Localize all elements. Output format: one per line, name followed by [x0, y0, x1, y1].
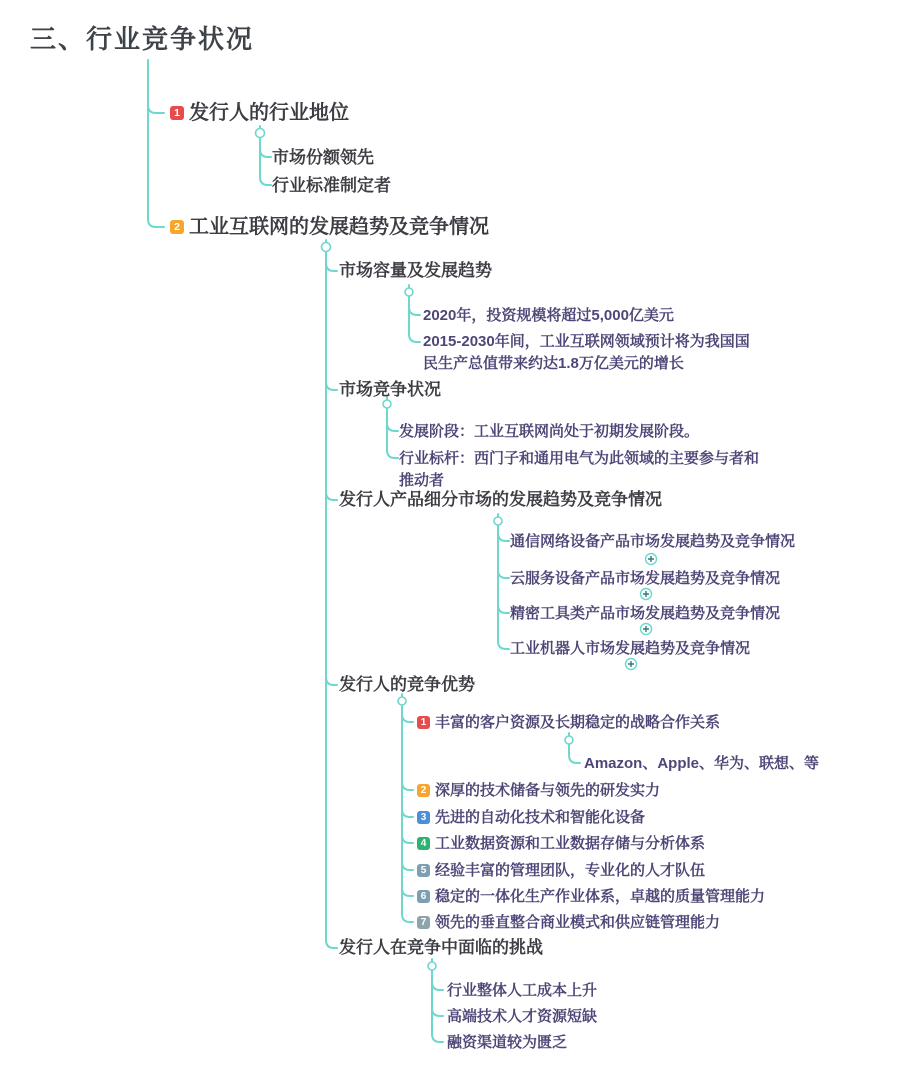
subtopic-product-segments[interactable]: 发行人产品细分市场的发展趋势及竞争情况 [339, 490, 662, 509]
subtopic-market-competition[interactable]: 市场竞争状况 [339, 380, 441, 399]
leaf-advantage-6[interactable] [417, 887, 765, 906]
topic-label: 发行人的行业地位 [189, 102, 349, 124]
subtopic-market-share[interactable]: 市场份额领先 [272, 148, 374, 167]
leaf-precision-tools[interactable]: 精密工具类产品市场发展趋势及竞争情况 [510, 605, 781, 622]
root-topic[interactable] [30, 19, 254, 56]
priority-1-badge: 1 [170, 106, 184, 120]
leaf-label: 先进的自动化技术和智能化设备 [435, 809, 646, 826]
priority-3-badge: 3 [417, 811, 430, 824]
leaf-key-customers[interactable]: Amazon、Apple、华为、联想、等 [584, 755, 820, 772]
root-topic-label: 三、行业竞争状况 [30, 24, 255, 54]
leaf-2020-investment[interactable]: 2020年，投资规模将超过5,000亿美元 [423, 307, 674, 324]
collapse-handle-icon[interactable] [322, 243, 331, 252]
collapse-handle-icon[interactable] [256, 129, 265, 138]
collapse-handle-icon[interactable] [383, 400, 391, 408]
leaf-label: 深厚的技术储备与领先的研发实力 [435, 782, 661, 799]
priority-5-badge: 5 [417, 864, 430, 877]
leaf-advantage-2[interactable] [417, 781, 660, 800]
leaf-challenge-talent-shortage[interactable]: 高端技术人才资源短缺 [447, 1008, 598, 1025]
collapse-handle-icon[interactable] [565, 736, 573, 744]
subtopic-competitive-advantages[interactable]: 发行人的竞争优势 [339, 675, 475, 694]
leaf-2015-2030-growth[interactable]: 2015-2030年间，工业互联网领域预计将为我国国民生产总值带来约达1.8万亿美元的增长 [423, 333, 750, 372]
leaf-advantage-5[interactable] [417, 861, 705, 880]
priority-6-badge: 6 [417, 890, 430, 903]
expand-icon[interactable] [641, 624, 652, 635]
leaf-cloud-equipment[interactable]: 云服务设备产品市场发展趋势及竞争情况 [510, 570, 781, 587]
leaf-advantage-1[interactable] [417, 713, 720, 732]
collapse-handle-icon[interactable] [494, 517, 502, 525]
leaf-advantage-7[interactable] [417, 913, 720, 932]
collapse-handle-icon[interactable] [398, 697, 406, 705]
leaf-label: 丰富的客户资源及长期稳定的战略合作关系 [435, 714, 721, 731]
topic-industrial-internet[interactable] [170, 215, 489, 239]
leaf-label: 经验丰富的管理团队，专业化的人才队伍 [435, 862, 706, 879]
leaf-industrial-robots[interactable]: 工业机器人市场发展趋势及竞争情况 [510, 640, 751, 657]
topic-issuer-industry-position[interactable] [170, 101, 349, 125]
priority-2-badge: 2 [170, 220, 184, 234]
leaf-advantage-4[interactable] [417, 834, 705, 853]
topic-label: 工业互联网的发展趋势及竞争情况 [189, 216, 489, 238]
leaf-label: 工业数据资源和工业数据存储与分析体系 [435, 835, 706, 852]
expand-icon[interactable] [626, 659, 637, 670]
collapse-handle-icon[interactable] [428, 962, 436, 970]
subtopic-standard-setter[interactable]: 行业标准制定者 [272, 176, 391, 195]
leaf-challenge-labor-cost[interactable]: 行业整体人工成本上升 [447, 982, 598, 999]
leaf-development-stage[interactable]: 发展阶段：工业互联网尚处于初期发展阶段。 [399, 423, 700, 440]
subtopic-market-capacity[interactable]: 市场容量及发展趋势 [339, 261, 492, 280]
subtopic-challenges[interactable]: 发行人在竞争中面临的挑战 [339, 938, 543, 957]
leaf-industry-benchmark[interactable]: 行业标杆：西门子和通用电气为此领域的主要参与者和推动者 [399, 450, 760, 489]
priority-2-badge: 2 [417, 784, 430, 797]
leaf-advantage-3[interactable] [417, 808, 645, 827]
expand-icon[interactable] [641, 589, 652, 600]
leaf-communication-equipment[interactable]: 通信网络设备产品市场发展趋势及竞争情况 [510, 533, 796, 550]
expand-icon[interactable] [646, 554, 657, 565]
leaf-label: 领先的垂直整合商业模式和供应链管理能力 [435, 914, 721, 931]
leaf-challenge-financing[interactable]: 融资渠道较为匮乏 [447, 1034, 568, 1051]
leaf-label: 稳定的一体化生产作业体系，卓越的质量管理能力 [435, 888, 766, 905]
priority-4-badge: 4 [417, 837, 430, 850]
priority-1-badge: 1 [417, 716, 430, 729]
collapse-handle-icon[interactable] [405, 288, 413, 296]
priority-7-badge: 7 [417, 916, 430, 929]
